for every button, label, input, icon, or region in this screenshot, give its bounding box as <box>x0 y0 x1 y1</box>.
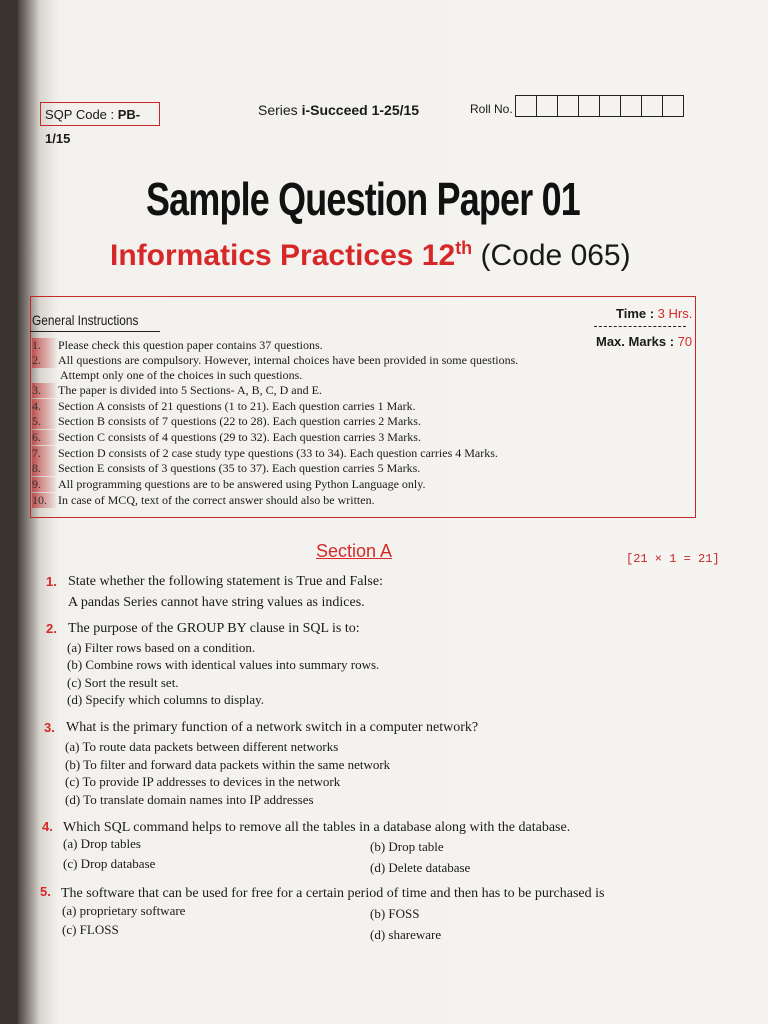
time-label: Time : <box>616 306 658 321</box>
instruction-item: 8. Section E consists of 3 questions (35 to 37). Each question carries 5 Marks. <box>32 461 421 475</box>
option: (d) To translate domain names into IP addresses <box>65 792 314 807</box>
question-text: Which SQL command helps to remove all the tables in a database along with the database. <box>63 820 571 835</box>
option: (b) To filter and forward data packets within the same network <box>65 757 391 772</box>
roll-no-label: Roll No. <box>470 102 513 116</box>
option: (a) Drop tables <box>63 836 141 851</box>
sqp-code-label: SQP Code : <box>45 107 118 122</box>
max-marks-info <box>596 334 692 349</box>
question-number: 5. <box>40 884 51 899</box>
question-number: 1. <box>46 574 57 589</box>
instruction-item: 1. Please check this question paper contains 37 questions. <box>32 338 323 352</box>
roll-box <box>557 95 579 117</box>
instruction-continuation: Attempt only one of the choices in such questions. <box>60 368 303 382</box>
marks-label: Max. Marks : <box>596 334 678 349</box>
option: (b) FOSS <box>370 906 420 921</box>
option: (c) FLOSS <box>62 922 119 937</box>
instruction-item: 3. The paper is divided into 5 Sections- A, B, C, D and E. <box>32 383 322 397</box>
sqp-code-value: PB-1/15 <box>45 107 141 146</box>
time-info <box>616 306 692 321</box>
question-number: 3. <box>44 720 55 735</box>
roll-box <box>515 95 537 117</box>
option: (c) Sort the result set. <box>67 675 179 690</box>
option: (d) Specify which columns to display. <box>67 692 265 707</box>
question-text: What is the primary function of a network switch in a computer network? <box>66 720 479 735</box>
option: (d) shareware <box>370 927 442 942</box>
instruction-item: 9. All programming questions are to be answered using Python Language only. <box>32 477 426 491</box>
option: (c) To provide IP addresses to devices in the network <box>65 774 341 789</box>
question-number: 4. <box>42 819 53 834</box>
instruction-item: 2. All questions are compulsory. However, internal choices have been provided in some questions. <box>32 353 519 367</box>
option: (a) Filter rows based on a condition. <box>67 640 256 655</box>
series-prefix: Series <box>258 102 302 118</box>
option: (b) Combine rows with identical values into summary rows. <box>67 657 380 672</box>
roll-box <box>662 95 684 117</box>
instruction-item: 5. Section B consists of 7 questions (22 to 28). Each question carries 2 Marks. <box>32 414 421 428</box>
roll-box <box>578 95 600 117</box>
section-a-marks: [21 × 1 = 21] <box>626 552 720 566</box>
dashed-divider <box>594 326 686 327</box>
question-text: State whether the following statement is True and False: <box>68 574 383 589</box>
paper-title: Sample Question Paper 01 <box>146 173 580 225</box>
section-a-title: Section A <box>316 541 393 561</box>
subject-code: (Code 065) <box>472 239 631 272</box>
time-value: 3 Hrs. <box>657 306 693 321</box>
question-number: 2. <box>46 621 57 636</box>
subject-sup: th <box>455 238 473 258</box>
subject-name: Informatics Practices 12 <box>110 239 456 272</box>
series-label <box>258 102 419 118</box>
roll-no-boxes <box>516 95 684 117</box>
heading-underline <box>30 331 160 332</box>
sqp-code-box <box>40 102 160 146</box>
instruction-item: 7. Section D consists of 2 case study type questions (33 to 34). Each question carries 4 Marks. <box>32 446 498 460</box>
option: (a) To route data packets between different networks <box>65 739 339 754</box>
instruction-item: 10. In case of MCQ, text of the correct answer should also be written. <box>32 493 375 507</box>
option: (b) Drop table <box>370 839 444 854</box>
roll-box <box>599 95 621 117</box>
question-text: The software that can be used for free for a certain period of time and then has to be purchased is <box>61 886 605 901</box>
option: (a) proprietary software <box>62 903 186 918</box>
question-text: The purpose of the GROUP BY clause in SQL is to: <box>68 621 360 636</box>
paper-subtitle <box>110 238 631 273</box>
roll-box <box>536 95 558 117</box>
marks-value: 70 <box>677 334 693 349</box>
instruction-item: 6. Section C consists of 4 questions (29 to 32). Each question carries 3 Marks. <box>32 430 421 444</box>
series-value: i-Succeed 1-25/15 <box>301 102 420 118</box>
question-paper-page <box>18 0 768 1024</box>
option: (d) Delete database <box>370 860 471 875</box>
question-text: A pandas Series cannot have string values as indices. <box>68 595 365 610</box>
general-instructions-heading: General Instructions <box>32 312 139 328</box>
roll-box <box>620 95 642 117</box>
roll-box <box>641 95 663 117</box>
instruction-item: 4. Section A consists of 21 questions (1 to 21). Each question carries 1 Mark. <box>32 399 416 413</box>
option: (c) Drop database <box>63 856 156 871</box>
